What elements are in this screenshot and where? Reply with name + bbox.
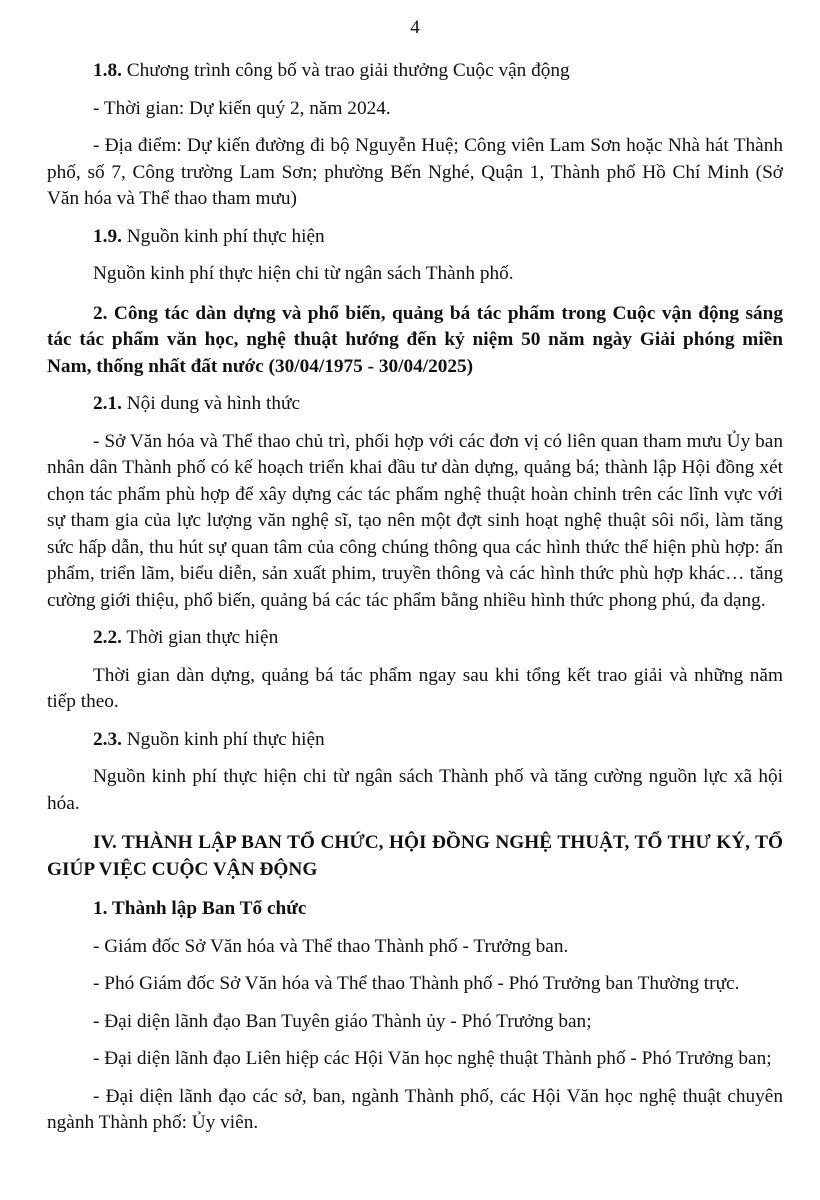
document-page (47, 0, 783, 1200)
funding-source-paragraph: Nguồn kinh phí thực hiện chi từ ngân sách Thành phố và tăng cường nguồn lực xã hội hóa. (47, 766, 783, 814)
section-number: 1.8. (93, 60, 122, 81)
section-title: Nguồn kinh phí thực hiện (126, 225, 325, 247)
member-item: - Giám đốc Sở Văn hóa và Thể thao Thành phố - Trưởng ban. (93, 935, 569, 957)
member-item: - Đại diện lãnh đạo Liên hiệp các Hội Văn học nghệ thuật Thành phố - Phó Trưởng ban; (93, 1048, 772, 1069)
section-2-heading: 2. Công tác dàn dựng và phổ biến, quảng bá tác phẩm trong Cuộc vận động sáng tác tác phẩm văn học, nghệ thuật hướng đến kỷ niệm 50 năm ngày Giải phóng miền Nam, thống nhất đất nước (30/04/1975 - 30/04/2025) (47, 302, 783, 377)
section-1-9-heading (47, 224, 783, 251)
funding-paragraph: Nguồn kinh phí thực hiện chi từ ngân sách Thành phố. (93, 263, 514, 284)
section-iv-heading: IV. THÀNH LẬP BAN TỔ CHỨC, HỘI ĐỒNG NGHỆ THUẬT, TỔ THƯ KÝ, TỔ GIÚP VIỆC CUỘC VẬN ĐỘNG (47, 832, 783, 880)
section-2-2-heading (47, 625, 783, 652)
section-title: Nguồn kinh phí thực hiện (126, 728, 325, 750)
location-paragraph: - Địa điểm: Dự kiến đường đi bộ Nguyễn Huệ; Công viên Lam Sơn hoặc Nhà hát Thành phố, số 7, Công trường Lam Sơn; phường Bến Nghé, Quận 1, Thành phố Hồ Chí Minh (Sở Văn hóa và Thể thao tham mưu) (47, 135, 783, 209)
member-item: - Đại diện lãnh đạo các sở, ban, ngành Thành phố, các Hội Văn học nghệ thuật chuyên ngành Thành phố: Ủy viên. (47, 1085, 783, 1133)
section-1-8-heading (47, 58, 783, 85)
implementation-time-paragraph: Thời gian dàn dựng, quảng bá tác phẩm ngay sau khi tổng kết trao giải và những năm tiếp theo. (47, 664, 783, 712)
section-title: Chương trình công bố và trao giải thưởng Cuộc vận động (126, 60, 570, 81)
document-body (47, 58, 783, 1137)
section-number: 1.9. (93, 225, 122, 247)
section-2-3-heading (47, 727, 783, 754)
page-number: 4 (410, 17, 420, 38)
section-2-1-heading (47, 391, 783, 418)
member-item: - Đại diện lãnh đạo Ban Tuyên giáo Thành ủy - Phó Trưởng ban; (93, 1010, 592, 1032)
section-number: 2.3. (93, 728, 122, 750)
subsection-1-heading: 1. Thành lập Ban Tổ chức (93, 898, 307, 919)
time-paragraph: - Thời gian: Dự kiến quý 2, năm 2024. (93, 97, 391, 119)
section-number: 2.2. (93, 627, 122, 648)
section-title: Thời gian thực hiện (126, 627, 279, 648)
section-title: Nội dung và hình thức (126, 393, 300, 414)
content-form-paragraph: - Sở Văn hóa và Thể thao chủ trì, phối hợp với các đơn vị có liên quan tham mưu Ủy ban nhân dân Thành phố có kế hoạch triển khai đầu tư dàn dựng, quảng bá; thành lập Hội đồng xét chọn tác phẩm phù hợp để xây dựng các tác phẩm nghệ thuật hoàn chỉnh trên các lĩnh vực với sự tham gia của lực lượng văn nghệ sĩ, tạo nên một đợt sinh hoạt nghệ thuật sôi nổi, làm tăng sức hấp dẫn, thu hút sự quan tâm của công chúng thông qua các hình thức thể hiện phù hợp: ấn phẩm, triển lãm, biểu diễn, sản xuất phim, truyền thông và các hình thức phù hợp khác… tăng cường giới thiệu, phổ biến, quảng bá các tác phẩm bằng nhiều hình thức phong phú, đa dạng. (47, 430, 783, 611)
section-number: 2.1. (93, 393, 122, 414)
member-item: - Phó Giám đốc Sở Văn hóa và Thể thao Thành phố - Phó Trưởng ban Thường trực. (93, 973, 740, 994)
